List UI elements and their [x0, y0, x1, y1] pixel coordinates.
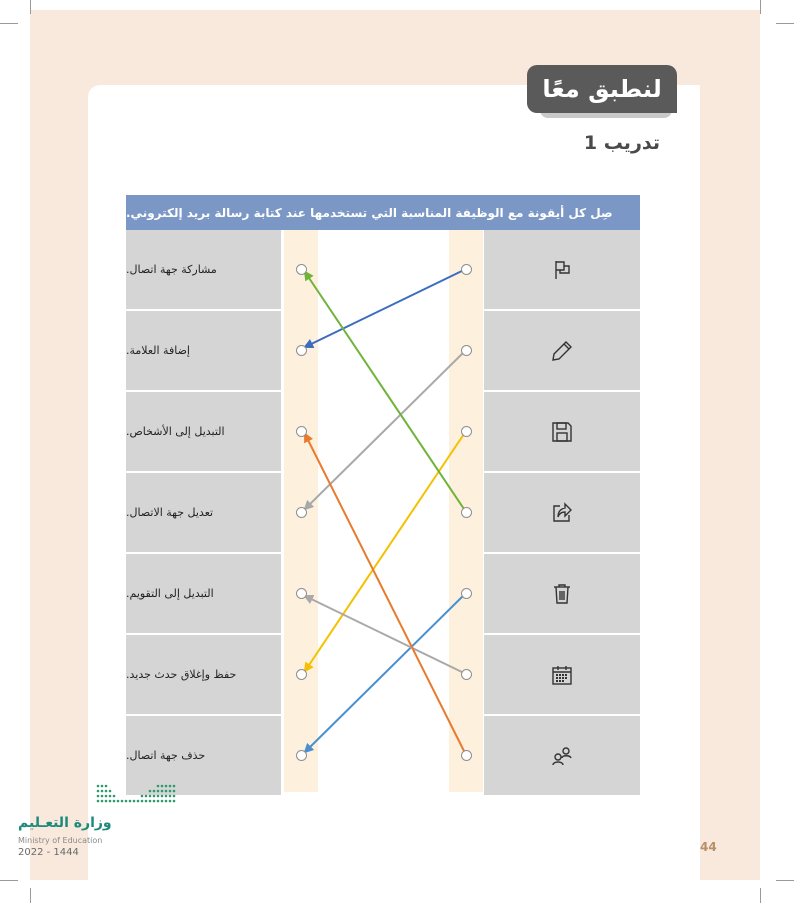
function-dot[interactable]: [296, 507, 307, 518]
function-row: حفظ وإغلاق حدث جديد.: [126, 635, 281, 714]
function-dot[interactable]: [296, 750, 307, 761]
icon-dot[interactable]: [461, 750, 472, 761]
page-title: لنطبق معًا: [527, 65, 677, 113]
crop-mark: [776, 23, 794, 24]
crop-mark: [0, 880, 18, 881]
instruction-header: صِل كل أيقونة مع الوظيفة المناسبة التي تستخدمها عند كتابة رسالة بريد إلكتروني.: [126, 195, 640, 230]
ministry-name-arabic: وزارة التعـليم: [18, 815, 112, 831]
function-row: مشاركة جهة اتصال.: [126, 230, 281, 309]
function-dot[interactable]: [296, 264, 307, 275]
icon-dot[interactable]: [461, 345, 472, 356]
connection-line: [305, 593, 466, 752]
page-number: 44: [700, 840, 717, 854]
ministry-name-english: Ministry of Education: [18, 836, 103, 845]
icon-dot[interactable]: [461, 426, 472, 437]
connection-lines: [126, 195, 640, 792]
crop-mark: [30, 0, 31, 14]
function-dot[interactable]: [296, 669, 307, 680]
crop-mark: [760, 888, 761, 903]
function-row: التبديل إلى الأشخاص.: [126, 392, 281, 471]
ministry-logo-dots: [92, 780, 182, 810]
connection-line: [305, 350, 466, 509]
icon-dot[interactable]: [461, 264, 472, 275]
crop-mark: [776, 880, 794, 881]
function-row: حذف جهة اتصال.: [126, 716, 281, 795]
function-dot[interactable]: [296, 588, 307, 599]
crop-mark: [30, 888, 31, 903]
connection-line: [305, 434, 466, 755]
function-dot[interactable]: [296, 426, 307, 437]
function-row: تعديل جهة الاتصال.: [126, 473, 281, 552]
crop-mark: [760, 0, 761, 14]
ministry-year: 2022 - 1444: [18, 847, 79, 858]
function-row: إضافة العلامة.: [126, 311, 281, 390]
icon-dot[interactable]: [461, 669, 472, 680]
matching-exercise: [126, 195, 640, 792]
function-row: التبديل إلى التقويم.: [126, 554, 281, 633]
function-dot[interactable]: [296, 345, 307, 356]
exercise-label: تدريب 1: [583, 132, 660, 154]
icon-dot[interactable]: [461, 588, 472, 599]
crop-mark: [0, 23, 18, 24]
icon-dot[interactable]: [461, 507, 472, 518]
